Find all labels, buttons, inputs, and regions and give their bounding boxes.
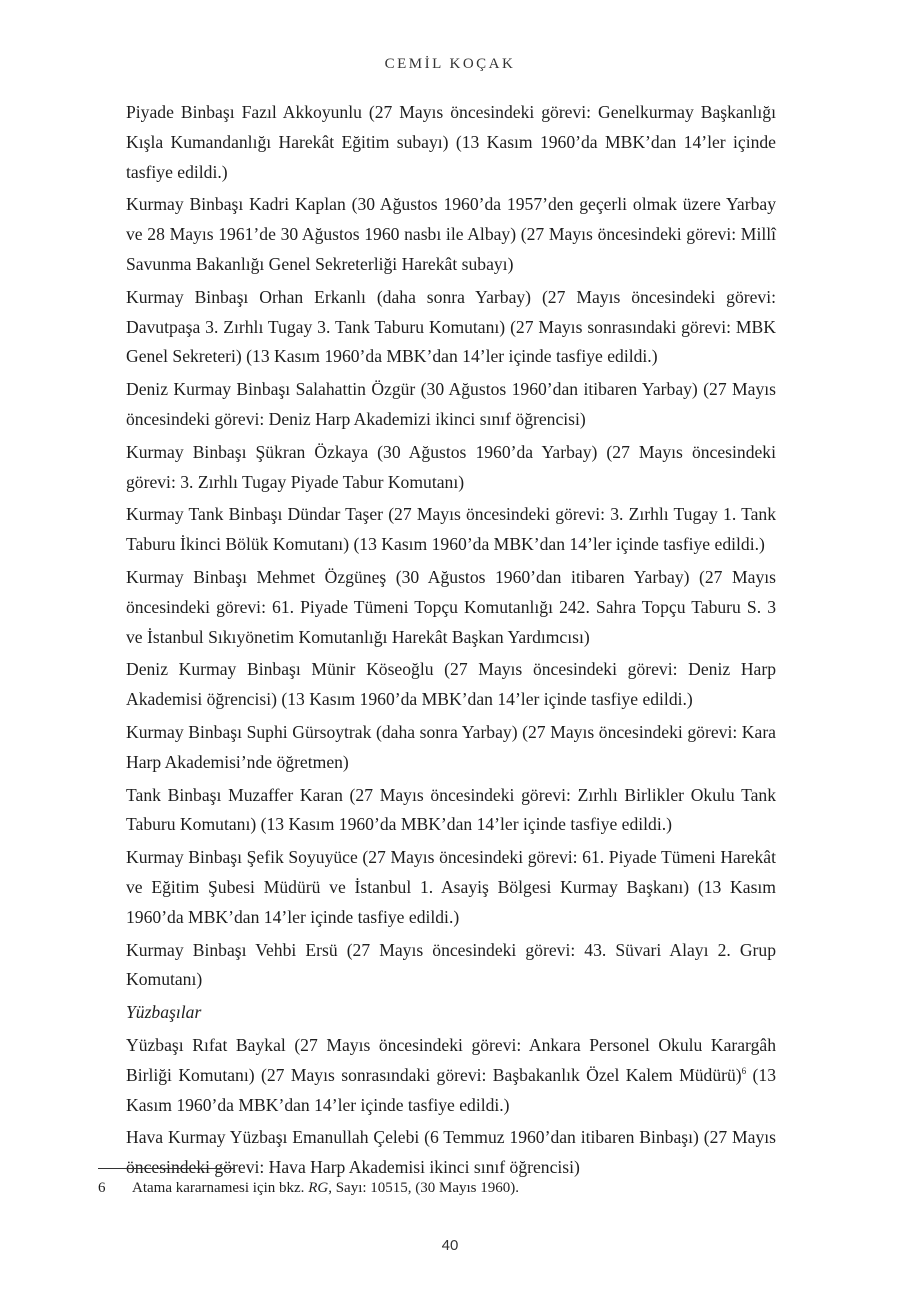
footnote-number: 6 [98, 1180, 106, 1196]
list-item: Piyade Binbaşı Fazıl Akkoyunlu (27 Mayıs öncesindeki görevi: Genelkurmay Başkanlığı Kışla Kumandanlığı Harekât Eğitim subayı) (13 Kasım 1960’da MBK’dan 14’ler içinde tasfiye edildi.) [126, 102, 776, 182]
list-item: Hava Kurmay Yüzbaşı Emanullah Çelebi (6 Temmuz 1960’dan itibaren Binbaşı) (27 Mayıs öncesindeki görevi: Hava Harp Akademisi ikinci sınıf öğrencisi) [126, 1127, 776, 1178]
footnote [98, 1178, 778, 1198]
list-item: Kurmay Binbaşı Vehbi Ersü (27 Mayıs öncesindeki görevi: 43. Süvari Alayı 2. Grup Komutanı) [126, 939, 776, 990]
footnote-text: Atama kararnamesi için bkz. [132, 1180, 309, 1196]
footnote-source: RG [308, 1180, 329, 1196]
list-item: Kurmay Tank Binbaşı Dündar Taşer (27 Mayıs öncesindeki görevi: 3. Zırhlı Tugay 1. Tank Taburu İkinci Bölük Komutanı) (13 Kasım 1960’da MBK’dan 14’ler içinde tasfiye edildi.) [126, 504, 776, 555]
list-item-with-footnote [126, 1031, 776, 1120]
list-item: Kurmay Binbaşı Mehmet Özgüneş (30 Ağustos 1960’dan itibaren Yarbay) (27 Mayıs öncesindeki görevi: 61. Piyade Tümeni Topçu Komutanlığı 242. Sahra Topçu Taburu S. 3 ve İstanbul Sıkıyönetim Komutanlığı Harekât Başkan Yardımcısı) [126, 566, 776, 647]
list-item: Deniz Kurmay Binbaşı Münir Köseoğlu (27 Mayıs öncesindeki görevi: Deniz Harp Akademisi öğrencisi) (13 Kasım 1960’da MBK’dan 14’ler içinde tasfiye edildi.) [126, 659, 776, 710]
running-header: CEMİL KOÇAK [384, 56, 516, 72]
list-item: Deniz Kurmay Binbaşı Salahattin Özgür (30 Ağustos 1960’dan itibaren Yarbay) (27 Mayıs öncesindeki görevi: Deniz Harp Akademizi ikinci sınıf öğrencisi) [126, 379, 776, 429]
entry-text-continued: (13 Kasım 1960’da MBK’dan 14’ler içinde tasfiye edildi.) [126, 1064, 776, 1115]
list-item: Kurmay Binbaşı Orhan Erkanlı (daha sonra Yarbay) (27 Mayıs öncesindeki görevi: Davutpaşa 3. Zırhlı Tugay 3. Tank Taburu Komutanı) (27 Mayıs sonrasındaki görevi: MBK Genel Sekreteri) (13 Kasım 1960’da MBK’dan 14’ler içinde tasfiye edildi.) [126, 286, 776, 367]
entry-text: Yüzbaşı Rıfat Baykal (27 Mayıs öncesindeki görevi: Ankara Personel Okulu Karargâh Birliği Komutanı) (27 Mayıs sonrasındaki görevi: Başbakanlık Özel Kalem Müdürü) [126, 1034, 776, 1085]
body-text [126, 98, 776, 1186]
footnote-text-continued: , Sayı: 10515, (30 Mayıs 1960). [328, 1180, 520, 1196]
page-number: 40 [441, 1237, 459, 1254]
footnote-reference[interactable]: 6 [741, 1065, 747, 1076]
list-item: Tank Binbaşı Muzaffer Karan (27 Mayıs öncesindeki görevi: Zırhlı Birlikler Okulu Tank Taburu Komutanı) (13 Kasım 1960’da MBK’dan 14’ler içinde tasfiye edildi.) [126, 784, 776, 835]
footnote-divider [98, 1168, 234, 1169]
section-subheading: Yüzbaşılar [126, 1002, 202, 1023]
list-item: Kurmay Binbaşı Suphi Gürsoytrak (daha sonra Yarbay) (27 Mayıs öncesindeki görevi: Kara Harp Akademisi’nde öğretmen) [126, 721, 776, 772]
list-item: Kurmay Binbaşı Şefik Soyuyüce (27 Mayıs öncesindeki görevi: 61. Piyade Tümeni Harekât ve Eğitim Şubesi Müdürü ve İstanbul 1. Asayiş Bölgesi Kurmay Başkanı) (13 Kasım 1960’da MBK’dan 14’ler içinde tasfiye edildi.) [126, 847, 776, 927]
list-item: Kurmay Binbaşı Şükran Özkaya (30 Ağustos 1960’da Yarbay) (27 Mayıs öncesindeki görevi: 3. Zırhlı Tugay Piyade Tabur Komutanı) [126, 441, 776, 492]
list-item: Kurmay Binbaşı Kadri Kaplan (30 Ağustos 1960’da 1957’den geçerli olmak üzere Yarbay ve 28 Mayıs 1961’de 30 Ağustos 1960 nasbı ile Albay) (27 Mayıs öncesindeki görevi: Millî Savunma Bakanlığı Genel Sekreterliği Harekât subayı) [126, 194, 776, 274]
